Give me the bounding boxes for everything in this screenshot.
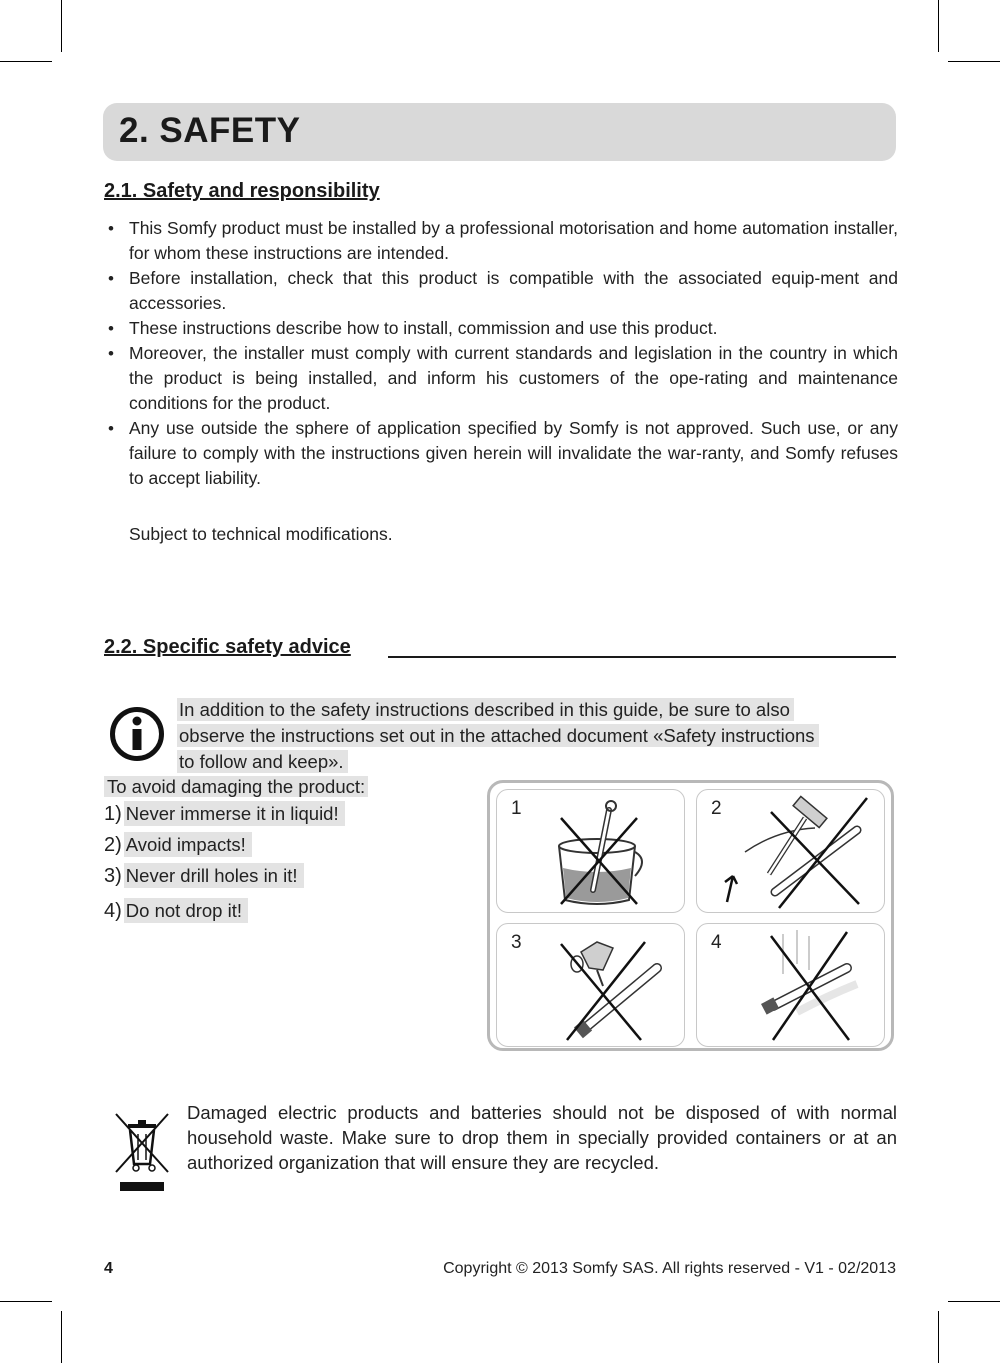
immerse-liquid-icon: [497, 790, 685, 913]
crop-mark: [61, 1311, 62, 1363]
figure-panel-drop: 4: [696, 923, 885, 1047]
crop-mark: [61, 0, 62, 52]
subsection-heading-safety-responsibility: 2.1. Safety and responsibility: [104, 180, 380, 202]
avoid-item: 4) Do not drop it!: [104, 900, 248, 923]
crop-mark: [948, 61, 1000, 62]
avoid-item: 1) Never immerse it in liquid!: [104, 803, 345, 826]
heading-underline-rule: [388, 656, 896, 658]
bullet-dot-icon: •: [108, 219, 114, 238]
crop-mark: [938, 1311, 939, 1363]
page-number: 4: [104, 1260, 113, 1277]
crop-mark: [0, 61, 52, 62]
section-banner: [103, 103, 896, 161]
bullet-item: • These instructions describe how to install, commission and use this product.: [108, 316, 898, 341]
avoid-damage-title: To avoid damaging the product:: [104, 776, 368, 798]
technical-modifications-note: Subject to technical modifications.: [129, 524, 393, 544]
safety-bullet-list: [108, 216, 898, 491]
crop-mark: [938, 0, 939, 52]
avoid-item: 2) Avoid impacts!: [104, 834, 252, 857]
bullet-item: • Before installation, check that this product is compatible with the associated equip-ment and accessories.: [108, 268, 898, 313]
subsection-heading-specific-safety: 2.2. Specific safety advice: [104, 636, 351, 658]
figure-panel-impact: 2: [696, 789, 885, 913]
bullet-item: • Any use outside the sphere of application specified by Somfy is not approved. Such use, or any failure to comply with the instructions given herein will invalidate the war-ranty, and Somfy refuses to accept liability.: [108, 418, 898, 488]
section-title: 2. SAFETY: [119, 111, 301, 150]
info-note-line: In addition to the safety instructions described in this guide, be sure to also: [177, 698, 794, 721]
bullet-dot-icon: •: [108, 319, 114, 338]
drop-icon: [697, 924, 885, 1047]
hammer-impact-icon: [697, 790, 885, 913]
bullet-dot-icon: •: [108, 344, 114, 363]
avoid-item: 3) Never drill holes in it!: [104, 865, 304, 888]
disposal-notice: Damaged electric products and batteries should not be disposed of with normal household waste. Make sure to drop them in specially provided containers or at an authorized organization that will ensure they are recycled.: [187, 1102, 897, 1173]
bullet-item: • This Somfy product must be installed by a professional motorisation and home automation installer, for whom these instructions are intended.: [108, 218, 898, 263]
figure-panel-drill: 3: [496, 923, 685, 1047]
info-note-line: to follow and keep».: [177, 750, 348, 773]
info-note: [177, 697, 897, 775]
bullet-dot-icon: •: [108, 269, 114, 288]
figure-panel-immerse: 1: [496, 789, 685, 913]
bullet-item: • Moreover, the installer must comply with current standards and legislation in the country in which the product is being installed, and inform his customers of the ope-rating and maintenance conditions for the product.: [108, 343, 898, 413]
damage-illustration-figure: [487, 780, 894, 1051]
crop-mark: [948, 1301, 1000, 1302]
crossed-bin-recycling-icon: [114, 1110, 170, 1194]
bullet-dot-icon: •: [108, 419, 114, 438]
crop-mark: [0, 1301, 52, 1302]
info-icon: [109, 706, 165, 762]
drill-icon: [497, 924, 685, 1047]
info-note-line: observe the instructions set out in the attached document «Safety instructions: [177, 724, 819, 747]
copyright-notice: Copyright © 2013 Somfy SAS. All rights reserved - V1 - 02/2013: [443, 1260, 896, 1277]
